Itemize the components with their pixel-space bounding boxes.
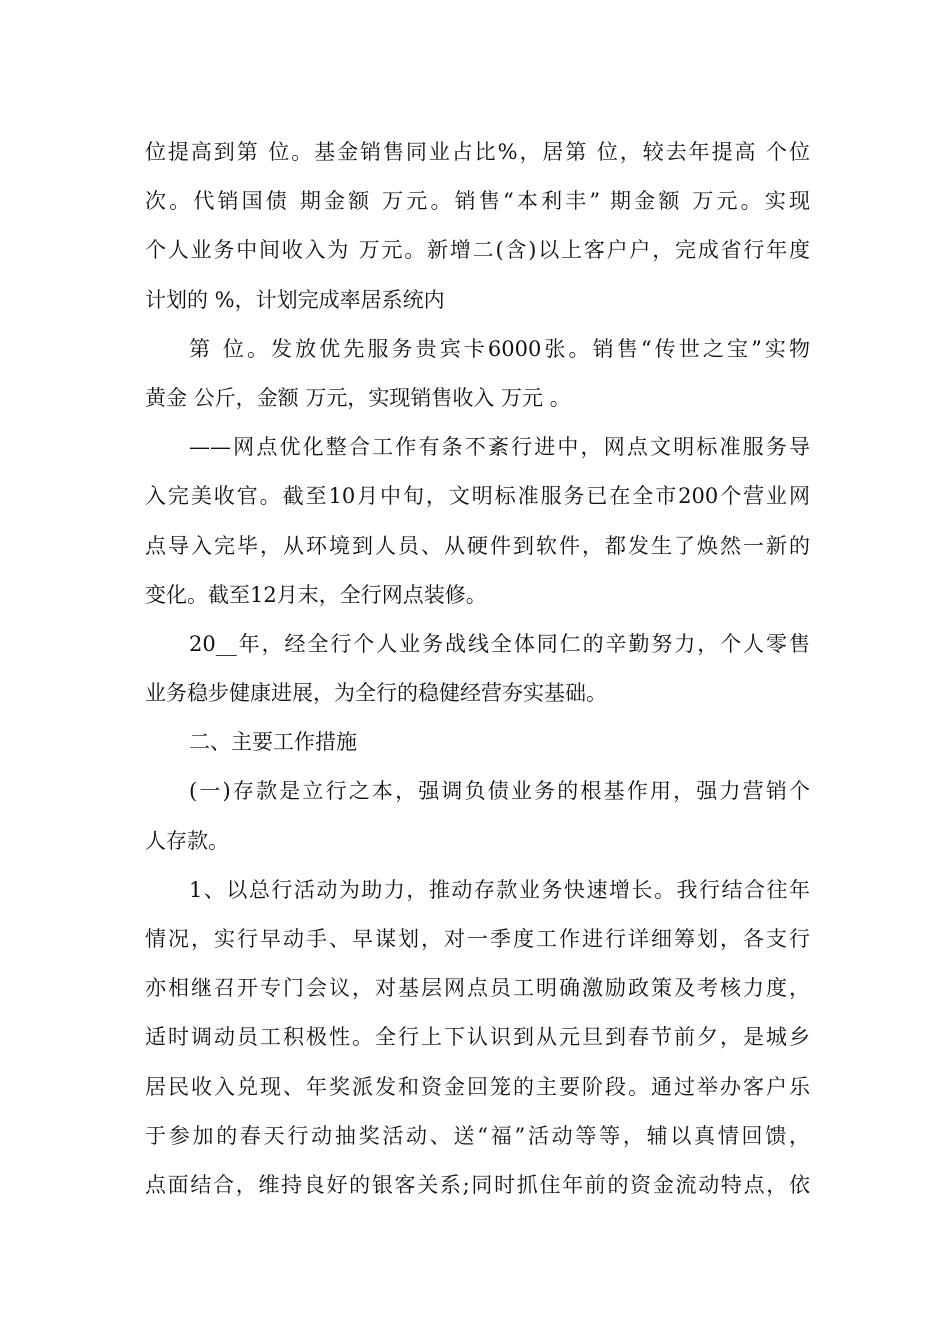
text-line: 1、以总行活动为助力，推动存款业务快速增长。我行结合往年	[189, 877, 810, 902]
text-line: 20__年，经全行个人业务战线全体同仁的辛勤努力，个人零售	[189, 631, 810, 656]
text-line: 居民收入兑现、年奖派发和资金回笼的主要阶段。通过举办客户乐	[145, 1074, 810, 1099]
text-line: 黄金 公斤，金额 万元，实现销售收入 万元 。	[145, 385, 571, 410]
text-line: 业务稳步健康进展，为全行的稳健经营夯实基础。	[145, 681, 607, 706]
text-line: 点导入完毕，从环境到人员、从硬件到软件，都发生了焕然一新的	[145, 533, 810, 558]
text-line: 适时调动员工积极性。全行上下认识到从元旦到春节前夕，是城乡	[145, 1025, 810, 1050]
text-line: 个人业务中间收入为 万元。新增二(含)以上客户户，完成省行年度	[145, 238, 810, 263]
text-line: 计划的 %，计划完成率居系统内	[145, 287, 445, 312]
text-line: 情况，实行早动手、早谋划，对一季度工作进行详细筹划，各支行	[145, 927, 810, 951]
text-line: 入完美收官。截至10月中旬，文明标准服务已在全市200个营业网	[145, 484, 810, 509]
text-line: 人存款。	[145, 828, 229, 853]
text-line: 亦相继召开专门会议，对基层网点员工明确激励政策及考核力度，	[145, 976, 810, 1001]
text-line: 于参加的春天行动抽奖活动、送“福”活动等等，辅以真情回馈，	[145, 1123, 810, 1148]
document-body	[145, 128, 810, 1210]
text-line: 位提高到第 位。基金销售同业占比%，居第 位，较去年提高 个位	[145, 140, 810, 164]
text-line: ——网点优化整合工作有条不紊行进中，网点文明标准服务导	[189, 435, 810, 460]
section-heading: 二、主要工作措施	[189, 730, 357, 755]
text-line: 次。代销国债 期金额 万元。销售“本利丰” 期金额 万元。实现	[145, 189, 810, 214]
text-line: (一)存款是立行之本，强调负债业务的根基作用，强力营销个	[189, 779, 810, 804]
text-line: 点面结合，维持良好的银客关系;同时抓住年前的资金流动特点，依	[145, 1172, 810, 1197]
text-line: 第 位。发放优先服务贵宾卡6000张。销售“传世之宝”实物	[189, 336, 810, 361]
text-line: 变化。截至12月末，全行网点装修。	[145, 582, 487, 607]
